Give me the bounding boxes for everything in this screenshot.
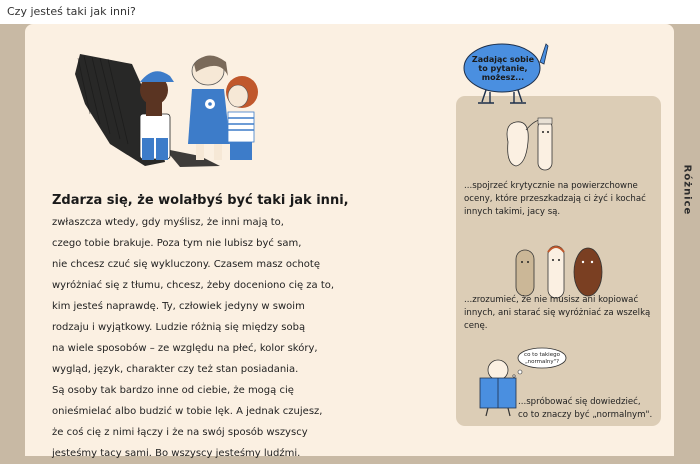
chapter-tab [674,140,700,240]
body-line: Są osoby tak bardzo inne od ciebie, że mogą cię [52,385,294,396]
caption-line: innych, ani starać się wyróżniać za wszelką [464,308,651,318]
body-paragraph [52,212,372,464]
body-line: że coś cię z nimi łączy i że na swój sposób wszyscy [52,427,308,438]
body-line: jesteśmy tacy sami. Bo wszyscy jesteśmy ludźmi. [52,448,301,459]
bubble-line: to pytanie, [478,64,528,73]
child-red-hair [226,76,258,160]
caption-understanding [464,294,650,333]
caption-line: co to znaczy być „normalnym". [518,410,653,420]
body-line: czego tobie brakuje. Poza tym nie lubisz być sam, [52,238,302,249]
body-line: onieśmielać albo budzić w tobie lęk. A jednak czujesz, [52,406,323,417]
body-line: nie chcesz czuć się wykluczony. Czasem masz ochotę [52,259,321,270]
bubble-line: Zadając sobie [471,55,535,64]
caption-line: oceny, które przeszkadzają ci żyć i kochać [464,194,646,204]
body-line: zwłaszcza wtedy, gdy myślisz, że inni mają to, [52,217,284,228]
page-title: Czy jesteś taki jak inni? [7,5,136,18]
chapter-tab-label: Różnice [681,164,693,216]
caption-criticism [464,180,646,219]
body-line: wygląd, język, charakter czy też stan posiadania. [52,364,299,375]
caption-line: ...spojrzeć krytycznie na powierzchowne [464,181,638,191]
thought-line: „normalny"? [524,359,560,365]
caption-line: ...zrozumieć, że nie musisz ani kopiować [464,295,639,305]
bubble-text [468,55,538,82]
body-line: rodzaju i wyjątkowy. Ludzie różnią się między sobą [52,322,306,333]
caption-line: cenę. [464,321,488,331]
child-blue-dress [188,55,230,160]
body-line: wyróżniać się z tłumu, chcesz, żeby doceniono cię za to, [52,280,335,291]
thought-line: co to takiego [524,352,560,358]
bubble-line: możesz... [481,73,525,82]
beans-judging-illustration [500,112,572,174]
caption-line: ...spróbować się dowiedzieć, [518,397,641,407]
body-line: na wiele sposobów – ze względu na płeć, kolor skóry, [52,343,318,354]
body-line: kim jesteś naprawdę. Ty, człowiek jedyny w swoim [52,301,305,312]
caption-normal [518,396,652,422]
caption-line: innych takimi, jacy są. [464,207,561,217]
intro-heading: Zdarza się, że wolałbyś być taki jak inni, [52,193,349,208]
child-blue-cap [140,71,174,160]
top-bar [0,0,700,24]
children-illustration [70,44,280,169]
three-beans-illustration [510,244,606,300]
